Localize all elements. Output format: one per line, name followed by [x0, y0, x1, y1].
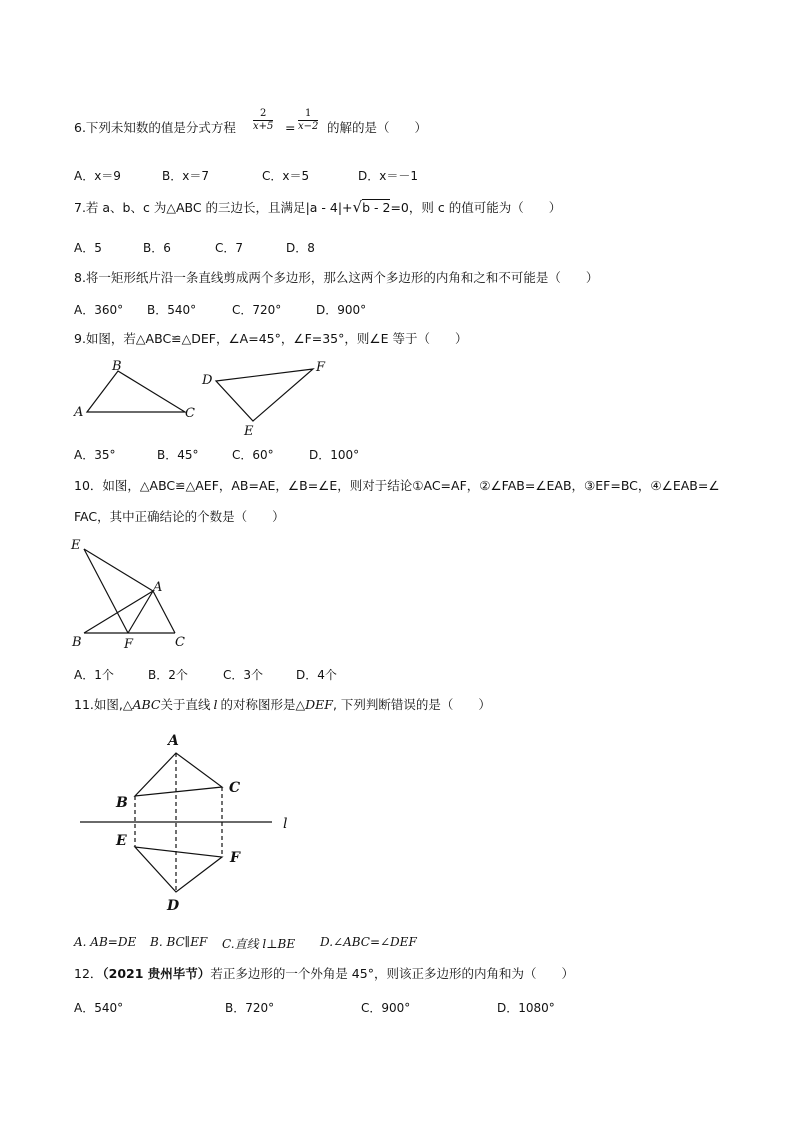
- q11-label-l: l: [283, 816, 288, 832]
- q11-triangle-abc: [135, 753, 222, 796]
- q9-option-b: B．45°: [157, 448, 199, 462]
- q11-option-c: C.直线 l⊥BE: [222, 937, 296, 951]
- q8-option-c: C．720°: [232, 303, 282, 317]
- q8-option-b: B．540°: [147, 303, 197, 317]
- q10-option-a: A．1个: [74, 668, 114, 682]
- q9-option-a: A．35°: [74, 448, 116, 462]
- q7-option-b: B．6: [143, 241, 171, 255]
- q7-sqrt: √b - 2: [352, 198, 391, 216]
- q11-figure: [80, 753, 272, 892]
- q11-label-e: E: [116, 833, 127, 849]
- q11-label-b: B: [116, 795, 128, 811]
- q6-prefix: 6.下列未知数的值是分式方程: [74, 120, 236, 135]
- q12-option-c: C．900°: [361, 1001, 411, 1015]
- q11-mid1: 关于直线: [160, 697, 211, 712]
- q10-seg-af: [128, 591, 153, 633]
- q8-option-d: D．900°: [316, 303, 367, 317]
- q9-label-d: D: [202, 373, 213, 388]
- q9-label-e: E: [244, 424, 254, 439]
- q9-label-a: A: [74, 405, 84, 420]
- q6-frac1-den: x+5: [253, 121, 274, 132]
- q10-label-b: B: [72, 635, 82, 650]
- q11-tri-abc: △ABC: [122, 697, 161, 712]
- q7-option-c: C．7: [215, 241, 244, 255]
- q7-sqrt-radicand: b - 2: [362, 200, 391, 215]
- q9-triangle-abc: [87, 371, 185, 412]
- q10-seg-ac: [153, 591, 175, 633]
- q11-label-c: C: [229, 780, 241, 796]
- q6-frac2-den: x−2: [298, 121, 319, 132]
- q10-option-b: B．2个: [148, 668, 188, 682]
- q12-source: （2021 贵州毕节）: [102, 966, 211, 981]
- q8-stem: 8.将一矩形纸片沿一条直线剪成两个多边形，那么这两个多边形的内角和之和不可能是（ ）: [74, 270, 599, 285]
- q7-abs: |a - 4|+: [305, 200, 353, 215]
- q10-stem-line-2: FAC，其中正确结论的个数是（ ）: [74, 509, 285, 524]
- q9-triangle-def: [216, 369, 313, 421]
- q6-option-b: B．x＝7: [162, 169, 209, 183]
- q10-option-c: C．3个: [223, 668, 264, 682]
- q6-frac1-num: 2: [253, 108, 273, 121]
- q7-prefix: 7.若 a、b、c 为△ABC 的三边长，且满足: [74, 200, 306, 215]
- q12-stem: [74, 966, 574, 982]
- q12-option-a: A．540°: [74, 1001, 124, 1015]
- q10-label-e: E: [71, 538, 81, 553]
- q10-label-c: C: [175, 635, 185, 650]
- q6-equals: =: [285, 120, 296, 135]
- q11-option-a: A. AB=DE: [74, 935, 137, 949]
- q6-option-d: D．x＝－1: [358, 169, 418, 183]
- q11-tri-def: △DEF: [295, 697, 333, 712]
- q6-option-a: A．x＝9: [74, 169, 121, 183]
- q9-label-f: F: [316, 360, 326, 375]
- q12-option-d: D．1080°: [497, 1001, 555, 1015]
- q7-option-d: D．8: [286, 241, 315, 255]
- q6-suffix: 的解的是（ ）: [327, 120, 428, 135]
- q12-number: 12．: [74, 966, 103, 981]
- q11-prefix: 11.如图,: [74, 697, 123, 712]
- q6-frac2-num: 1: [298, 108, 318, 121]
- q10-seg-ef: [84, 549, 128, 633]
- q6-option-c: C．x＝5: [262, 169, 310, 183]
- q11-option-b: B. BC∥EF: [150, 935, 208, 949]
- q11-mid2: 的对称图形是: [220, 697, 296, 712]
- q12-text: 若正多边形的一个外角是 45°，则该正多边形的内角和为（ ）: [210, 966, 574, 981]
- q11-option-d: D.∠ABC=∠DEF: [320, 935, 417, 949]
- q11-line: l: [213, 697, 218, 712]
- q9-option-c: C．60°: [232, 448, 274, 462]
- q9-label-b: B: [112, 359, 122, 374]
- q10-stem-line-1: 10．如图，△ABC≌△AEF，AB=AE，∠B=∠E，则对于结论①AC=AF，②∠FAB=∠EAB，③EF=BC，④∠EAB=∠: [74, 478, 720, 493]
- q12-option-b: B．720°: [225, 1001, 275, 1015]
- q10-seg-ba: [84, 591, 153, 633]
- q7-suffix: =0，则 c 的值可能为（ ）: [390, 200, 562, 215]
- q11-suffix: , 下列判断错误的是（ ）: [332, 697, 491, 712]
- q11-stem: [74, 697, 491, 713]
- q9-option-d: D．100°: [309, 448, 360, 462]
- q10-label-f: F: [124, 637, 134, 652]
- q10-option-d: D．4个: [296, 668, 337, 682]
- q11-label-f: F: [230, 850, 240, 866]
- q9-stem: 9.如图，若△ABC≌△DEF，∠A=45°，∠F=35°，则∠E 等于（ ）: [74, 331, 468, 346]
- q11-label-d: D: [167, 898, 180, 914]
- q11-label-a: A: [168, 733, 179, 749]
- q7-option-a: A．5: [74, 241, 102, 255]
- q11-triangle-def: [135, 847, 222, 892]
- q10-label-a: A: [153, 580, 163, 595]
- q8-option-a: A．360°: [74, 303, 124, 317]
- q9-label-c: C: [185, 406, 195, 421]
